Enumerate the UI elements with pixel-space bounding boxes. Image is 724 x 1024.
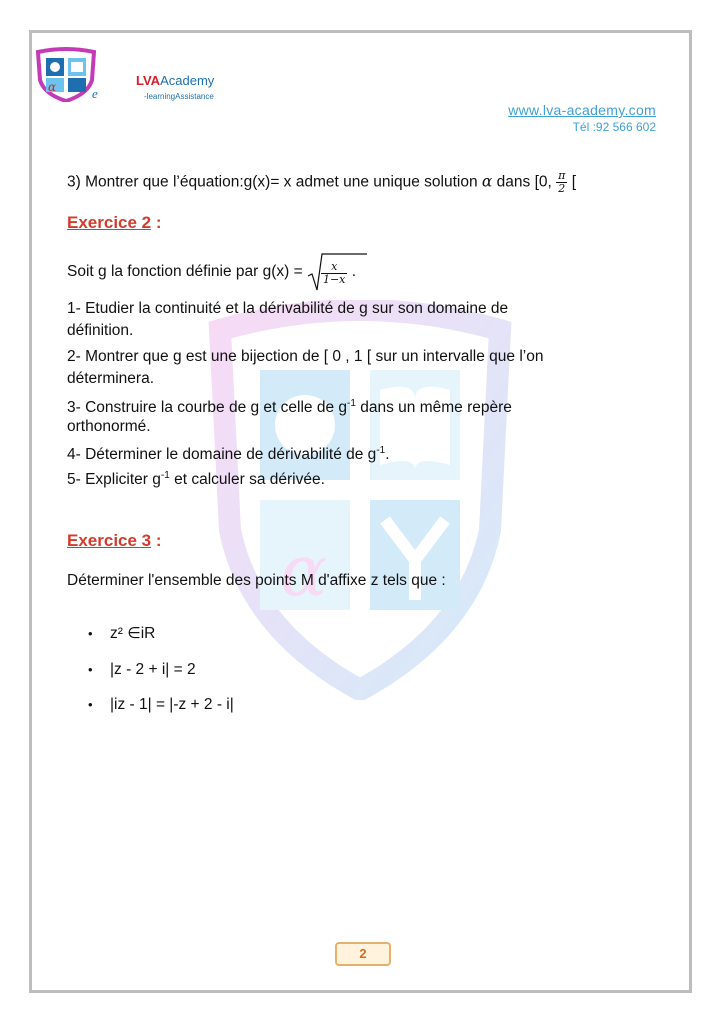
phone-number: Tél :92 566 602 bbox=[572, 120, 656, 134]
bullet-2: • bbox=[88, 662, 93, 677]
website-link[interactable]: www.lva-academy.com bbox=[508, 102, 656, 118]
page-number: 2 bbox=[335, 942, 391, 966]
ex2-q5 bbox=[67, 465, 325, 490]
frac-denominator: 1−x bbox=[322, 273, 346, 287]
ex2-q4-post: . bbox=[385, 446, 390, 464]
ex2-q1-line1: 1- Etudier la continuité et la dérivabilité de g sur son domaine de bbox=[67, 300, 509, 317]
ex3-intro: Déterminer l'ensemble des points M d'affixe z tels que : bbox=[67, 572, 446, 589]
frac-two: 2 bbox=[558, 182, 566, 195]
logo-e-letter: e bbox=[92, 86, 98, 101]
intro-question-3 bbox=[67, 170, 576, 195]
frac-pi: π bbox=[558, 169, 566, 182]
ex2-q3-line1 bbox=[67, 393, 512, 418]
alpha-symbol: α bbox=[481, 172, 493, 191]
ex2-q5-sup: -1 bbox=[160, 470, 170, 481]
exercise-3-heading bbox=[67, 531, 162, 551]
brand-tagline: -learningAssistance bbox=[144, 92, 214, 101]
ex2-q5-pre: 5- Expliciter g bbox=[67, 471, 161, 489]
interval-open: dans [0, bbox=[496, 173, 552, 191]
function-definition bbox=[67, 252, 356, 292]
exercise-2-title: Exercice 2 bbox=[67, 213, 152, 232]
brand-name bbox=[136, 73, 214, 88]
interval-close: [ bbox=[571, 173, 576, 191]
ex2-q4 bbox=[67, 440, 390, 465]
exercise-3-title: Exercice 3 bbox=[67, 531, 152, 550]
ex2-q5-post: et calculer sa dérivée. bbox=[169, 471, 325, 489]
definition-prefix: Soit g la fonction définie par g(x) = bbox=[67, 263, 303, 281]
ex3-item-2: |z - 2 + i| = 2 bbox=[110, 661, 196, 678]
ex2-q4-pre: 4- Déterminer le domaine de dérivabilité de g bbox=[67, 446, 377, 464]
brand-academy: Academy bbox=[160, 73, 215, 88]
bullet-3: • bbox=[88, 697, 93, 712]
ex3-item-1: z² ∈iR bbox=[110, 625, 156, 642]
pi-over-two-fraction bbox=[556, 170, 567, 195]
ex2-q2-line1: 2- Montrer que g est une bijection de [ 0 , 1 [ sur un intervalle que l’on bbox=[67, 348, 544, 365]
ex2-q3-pre: 3- Construire la courbe de g et celle de g bbox=[67, 399, 348, 417]
exercise-2-colon: : bbox=[151, 213, 162, 232]
sqrt-expression bbox=[307, 252, 347, 292]
exercise-2-heading bbox=[67, 213, 162, 233]
brand-lva: LVA bbox=[136, 73, 161, 88]
ex2-q3-sup: -1 bbox=[347, 398, 356, 409]
ex3-item-3: |iz - 1| = |-z + 2 - i| bbox=[110, 696, 234, 713]
ex2-q4-sup: -1 bbox=[376, 445, 386, 456]
svg-text:α: α bbox=[48, 80, 57, 94]
bullet-1: • bbox=[88, 626, 93, 641]
intro-q3-text: 3) Montrer que l’équation:g(x)= x admet une unique solution bbox=[67, 173, 478, 191]
frac-numerator: x bbox=[321, 261, 347, 274]
definition-suffix: . bbox=[351, 263, 357, 281]
svg-text:α: α bbox=[280, 530, 328, 612]
ex2-q3-line2: orthonormé. bbox=[67, 418, 151, 435]
sqrt-icon bbox=[307, 252, 367, 292]
lva-logo-icon bbox=[34, 46, 98, 102]
ex2-q1-line2: définition. bbox=[67, 322, 134, 339]
ex2-q2-line2: déterminera. bbox=[67, 370, 155, 387]
ex2-q3-post: dans un même repère bbox=[355, 399, 512, 417]
exercise-3-colon: : bbox=[151, 531, 162, 550]
